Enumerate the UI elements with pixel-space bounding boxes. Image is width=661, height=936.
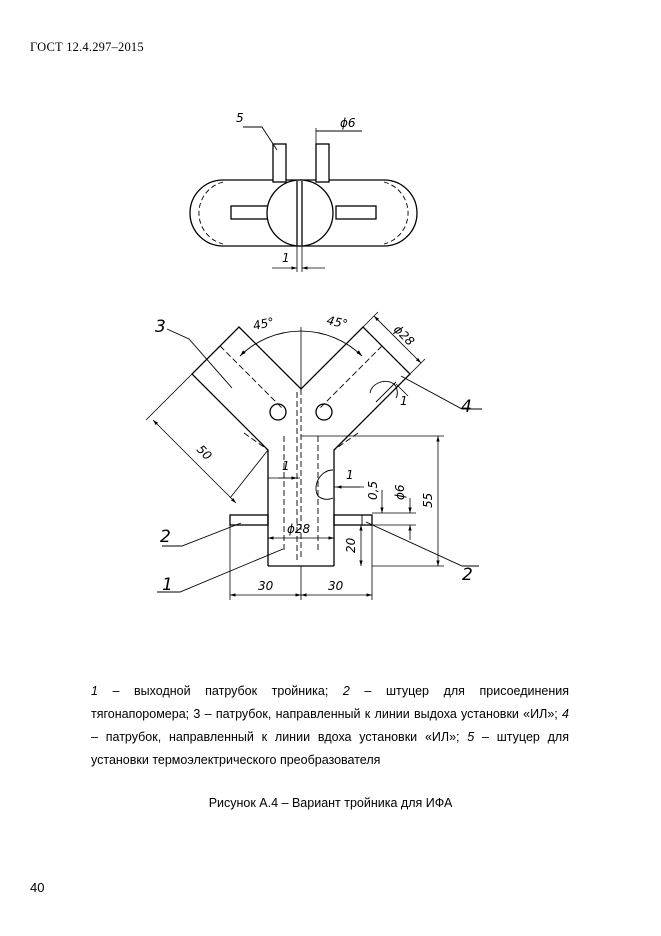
top-view	[190, 127, 417, 272]
callout-3: 3	[155, 317, 166, 337]
top-dim-phi6: ϕ6	[340, 116, 356, 130]
figure-caption: Рисунок А.4 – Вариант тройника для ИФА	[208, 796, 453, 810]
legend-num-5: 5	[467, 730, 475, 744]
dim-1-right: 1	[346, 468, 354, 482]
dim-phi28-top: ϕ28	[390, 322, 418, 349]
dim-55: 55	[421, 492, 435, 508]
legend-text-5: – штуцер для установки термоэлектрического преобразователя	[91, 730, 569, 767]
document-header: ГОСТ 12.4.297–2015	[30, 40, 144, 54]
callout-4: 4	[461, 397, 472, 417]
legend-num-4: 4	[562, 707, 569, 721]
legend-text	[91, 680, 569, 772]
callout-2-left: 2	[160, 527, 171, 547]
dim-1-top: 1	[400, 394, 408, 408]
figure-legend	[91, 680, 569, 772]
callout-2-right: 2	[462, 565, 473, 585]
dim-50: 50	[193, 442, 215, 463]
dim-angle-right: 45°	[325, 313, 350, 332]
dim-0-5: 0,5	[366, 480, 380, 500]
legend-text-1: – выходной патрубок тройника;	[97, 684, 343, 698]
legend-text-2: – штуцер для присоединения тягонапоромера; 3 – патрубок, направленный к линии выдоха установки «ИЛ»;	[91, 684, 570, 721]
dim-phi6: ϕ6	[393, 484, 407, 500]
dim-20: 20	[344, 537, 358, 553]
dim-30-right: 30	[328, 579, 344, 593]
legend-text-4: – патрубок, направленный к линии вдоха установки «ИЛ»;	[91, 730, 468, 744]
top-dim-1: 1	[282, 251, 290, 265]
legend-num-1: 1	[91, 684, 98, 698]
dim-phi28-body: ϕ28	[287, 522, 311, 536]
dim-angle-left: 45°	[251, 314, 276, 333]
callout-1: 1	[162, 575, 173, 595]
front-view	[146, 312, 482, 600]
dim-30-left: 30	[258, 579, 274, 593]
top-callout-5: 5	[236, 111, 244, 125]
page-number: 40	[30, 880, 45, 895]
legend-num-2: 2	[342, 684, 350, 698]
dim-1-mid: 1	[282, 459, 290, 473]
